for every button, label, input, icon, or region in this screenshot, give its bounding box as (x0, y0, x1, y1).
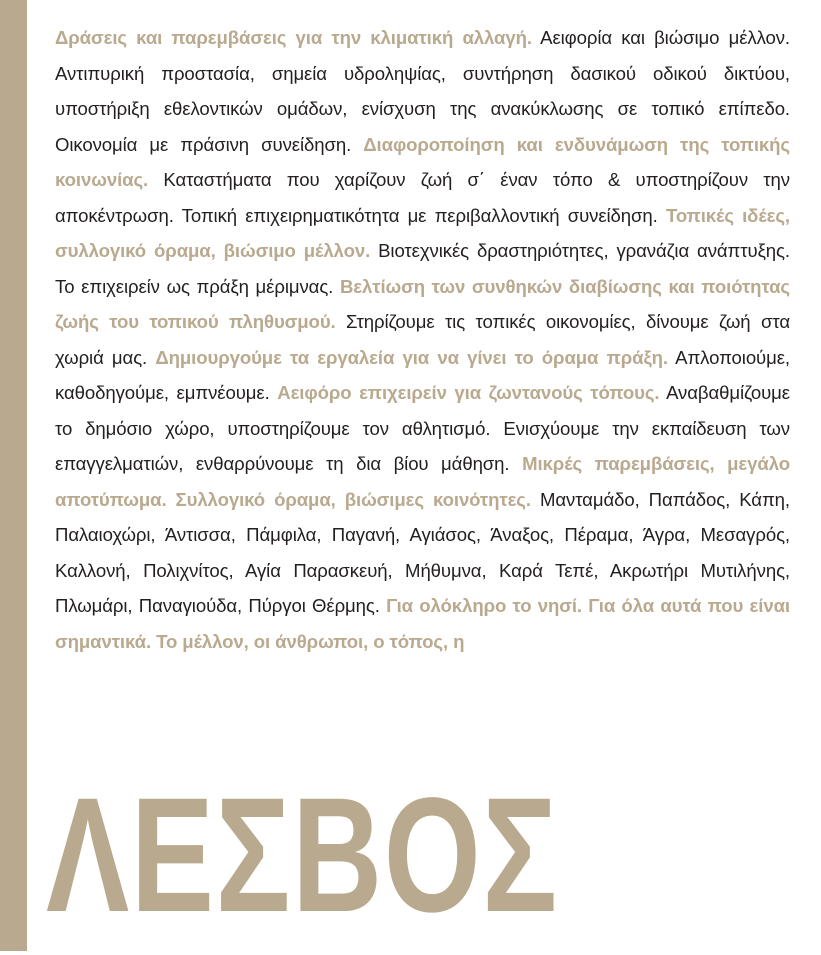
text-segment-highlight: Για ολόκληρο το νησί. Για όλα αυτά που είναι σημαντικά. Το μέλλον, οι άνθρωποι, ο τόπος, η (55, 595, 790, 652)
text-segment-highlight: Δημιουργούμε τα εργαλεία για να γίνει το όραμα πράξη. (155, 346, 668, 368)
text-segment-highlight: Τοπικές ιδέες, συλλογικό όραμα, βιώσιμο μέλλον. (55, 204, 790, 261)
text-segment: Καταστήματα που χαρίζουν ζωή σ΄ έναν τόπο & υποστηρίζουν την αποκέντρωση. Τοπική επιχειρηματικότητα με περιβαλλοντική συνείδηση. (55, 169, 790, 226)
text-segment-highlight: Αειφόρο επιχειρείν για ζωντανούς τόπους. (277, 382, 660, 403)
page-title: ΛΕΣΒΟΣ (46, 763, 559, 946)
body-text (55, 20, 790, 659)
text-segment: Μανταμάδο, Παπάδος, Κάπη, Παλαιοχώρι, Άντισσα, Πάμφιλα, Παγανή, Αγιάσος, Άναξος, Πέραμα, Άγρα, Μεσαγρός, Καλλονή, Πολιχνίτος, Αγία Παρασκευή, Μήθυμνα, Καρά Τεπέ, Ακρωτήρι Μυτιλήνης, Πλωμάρι, Παναγιούδα, Πύργοι Θέρμης. (55, 488, 790, 616)
text-segment-highlight: Μικρές παρεμβάσεις, μεγάλο αποτύπωμα. Συλλογικό όραμα, βιώσιμες κοινότητες. (55, 453, 790, 510)
text-segment-highlight: Δράσεις και παρεμβάσεις για την κλιματική αλλαγή. (55, 27, 532, 48)
left-accent-bar (0, 0, 27, 951)
text-segment-highlight: Διαφοροποίηση και ενδυνάμωση της τοπικής κοινωνίας. (55, 133, 790, 190)
text-segment: Βιοτεχνικές δραστηριότητες, γρανάζια ανάπτυξης. Το επιχειρείν ως πράξη μέριμνας. (55, 240, 790, 297)
text-segment: Αειφορία και βιώσιμο μέλλον. Αντιπυρική προστασία, σημεία υδροληψίας, συντήρηση δασικού οδικού δικτύου, υποστήριξη εθελοντικών ομάδων, ενίσχυση της ανακύκλωσης σε τοπικό επίπεδο. Οικονομία με πράσινη συνείδηση. (55, 27, 791, 155)
text-segment: Στηρίζουμε τις τοπικές οικονομίες, δίνουμε ζωή στα χωριά μας. (55, 311, 790, 368)
text-segment: Απλοποιούμε, καθοδηγούμε, εμπνέουμε. (55, 346, 790, 403)
text-segment-highlight: Βελτίωση των συνθηκών διαβίωσης και ποιότητας ζωής του τοπικού πληθυσμού. (55, 275, 790, 332)
text-segment: Αναβαθμίζουμε το δημόσιο χώρο, υποστηρίζουμε τον αθλητισμό. Ενισχύουμε την εκπαίδευση των επαγγελματιών, ενθαρρύνουμε τη δια βίου μάθηση. (55, 382, 790, 474)
